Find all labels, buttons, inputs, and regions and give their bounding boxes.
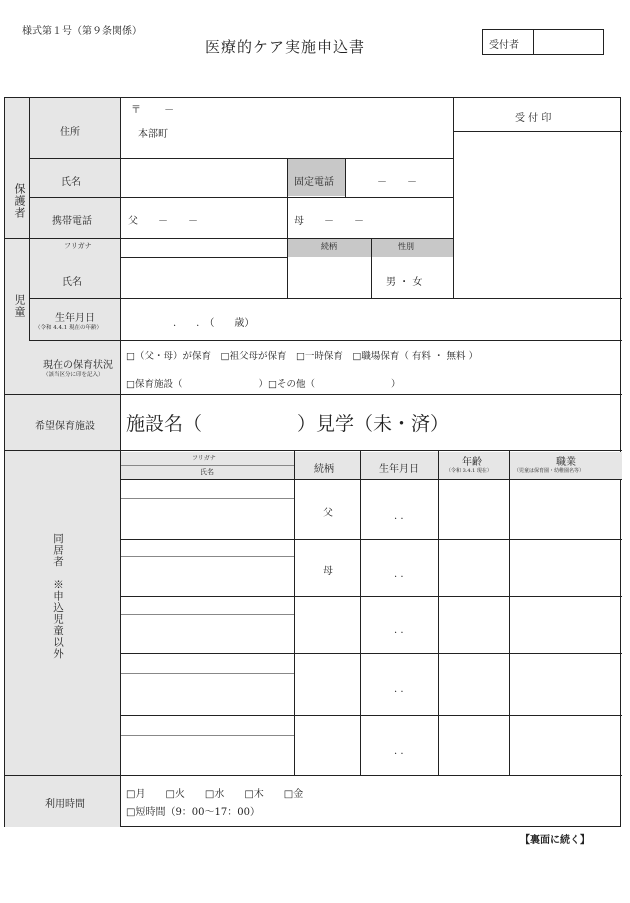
address-label: 住所 — [60, 127, 80, 138]
application-form — [4, 97, 621, 827]
mother-phone-input[interactable]: 母 － － — [294, 216, 364, 227]
landline-input[interactable]: － － — [377, 177, 417, 188]
father-phone-input[interactable]: 父 － － — [128, 216, 198, 227]
guardian-section-label: 保護者 — [13, 183, 26, 219]
child-name-input[interactable] — [121, 258, 286, 297]
postal-code-field[interactable]: 〒 － — [131, 105, 175, 116]
child-furigana-label: フリガナ — [64, 242, 92, 250]
household-row-2-relation[interactable]: 母 — [323, 566, 333, 577]
household-row-1-relation[interactable]: 父 — [323, 508, 333, 519]
household-job-header: 職業 — [556, 457, 576, 468]
household-row-1-birth[interactable]: . . — [394, 511, 404, 522]
household-row-3-birth[interactable]: . . — [394, 625, 404, 636]
household-job-note: （児童は保育園・幼稚園名等） — [514, 468, 585, 474]
mobile-label: 携帯電話 — [52, 216, 92, 227]
guardian-name-input[interactable] — [121, 159, 286, 197]
page-title: 医療的ケア実施申込書 — [205, 38, 366, 56]
landline-label: 固定電話 — [294, 177, 334, 188]
household-row-2-birth[interactable]: . . — [394, 569, 404, 580]
form-number: 様式第１号（第９条関係） — [22, 26, 142, 37]
continue-note: 【裏面に続く】 — [520, 835, 590, 846]
household-section-label: 同居者 ※申込児童以外 — [52, 533, 64, 660]
child-relation-label: 続柄 — [321, 242, 337, 251]
birth-input[interactable]: . . （ 歳） — [173, 318, 255, 329]
child-section-label: 児童 — [13, 294, 26, 318]
receiver-input[interactable] — [533, 30, 603, 54]
care-status-label: 現在の保育状況 — [43, 360, 113, 371]
receiver-label: 受付者 — [489, 40, 519, 51]
care-status-options-2[interactable]: □保育施設（ ）□その他（ ） — [126, 379, 401, 390]
household-age-header: 年齢 — [462, 457, 482, 468]
household-relation-header: 続柄 — [314, 464, 334, 475]
household-name-header: 氏名 — [200, 468, 214, 476]
child-gender-select[interactable]: 男 ・ 女 — [386, 277, 423, 288]
care-status-options-1[interactable]: □（父・母）が保育 □祖父母が保育 □一時保育 □職場保育（ 有料 ・ 無料 ） — [126, 351, 478, 362]
usage-days-options[interactable]: □月 □火 □水 □木 □金 — [126, 789, 304, 800]
household-birth-header: 生年月日 — [379, 464, 419, 475]
birth-note: （令和 4.4.1 現在の年齢） — [35, 325, 102, 331]
household-age-note: （令和 3.4.1 現在） — [446, 468, 492, 474]
child-name-label: 氏名 — [62, 277, 82, 288]
birth-label: 生年月日 — [55, 313, 95, 324]
care-status-note: （該当区分に印を記入） — [43, 372, 104, 378]
facility-label: 希望保育施設 — [35, 421, 95, 432]
guardian-name-label: 氏名 — [61, 177, 81, 188]
household-furigana-header: フリガナ — [192, 455, 216, 462]
child-gender-label: 性別 — [398, 242, 414, 251]
usage-short-time-option[interactable]: □短時間（9：00～17：00） — [126, 807, 260, 818]
receipt-stamp-label: 受 付 印 — [515, 113, 552, 124]
facility-input[interactable]: 施設名（ ）見学（未・済） — [126, 413, 450, 435]
household-row-5-birth[interactable]: . . — [394, 746, 404, 757]
household-row-4-birth[interactable]: . . — [394, 684, 404, 695]
usage-time-label: 利用時間 — [45, 799, 85, 810]
address-town[interactable]: 本部町 — [138, 129, 168, 140]
